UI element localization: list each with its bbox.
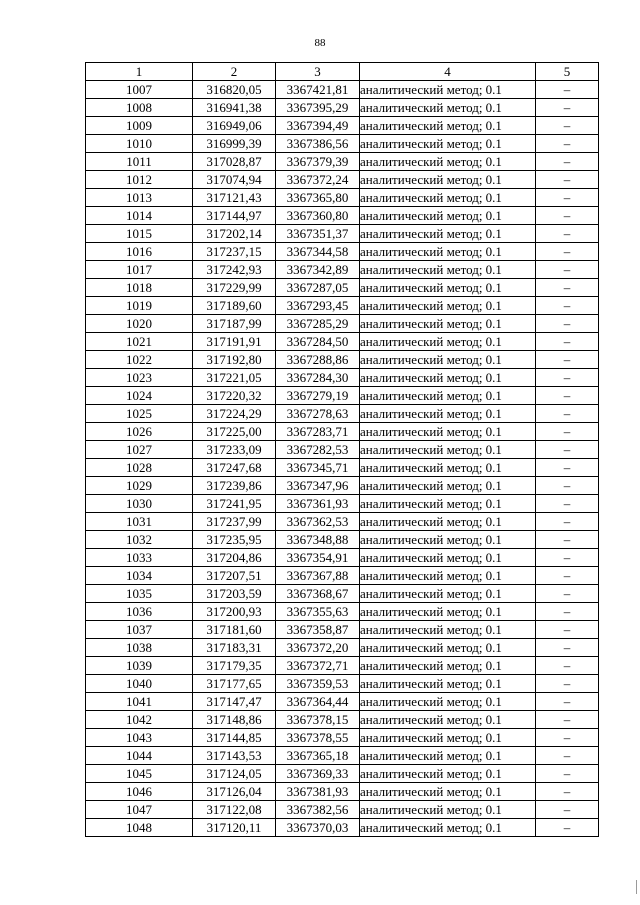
cell-error: –	[536, 81, 599, 99]
cell-point-number: 1008	[86, 99, 193, 117]
cell-error: –	[536, 567, 599, 585]
cell-x-coordinate: 317221,05	[193, 369, 276, 387]
cell-y-coordinate: 3367365,80	[276, 189, 360, 207]
cell-method: аналитический метод; 0.1	[360, 459, 536, 477]
cell-error: –	[536, 441, 599, 459]
cell-x-coordinate: 317147,47	[193, 693, 276, 711]
cell-x-coordinate: 317143,53	[193, 747, 276, 765]
table-row	[86, 423, 599, 441]
cell-x-coordinate: 317028,87	[193, 153, 276, 171]
cell-y-coordinate: 3367421,81	[276, 81, 360, 99]
cell-x-coordinate: 317191,91	[193, 333, 276, 351]
cell-y-coordinate: 3367287,05	[276, 279, 360, 297]
cell-x-coordinate: 317203,59	[193, 585, 276, 603]
table-row	[86, 261, 599, 279]
cell-method: аналитический метод; 0.1	[360, 135, 536, 153]
cell-method: аналитический метод; 0.1	[360, 693, 536, 711]
cell-error: –	[536, 171, 599, 189]
cell-x-coordinate: 317177,65	[193, 675, 276, 693]
cell-method: аналитический метод; 0.1	[360, 639, 536, 657]
cell-error: –	[536, 459, 599, 477]
cell-y-coordinate: 3367285,29	[276, 315, 360, 333]
cell-error: –	[536, 675, 599, 693]
cell-point-number: 1045	[86, 765, 193, 783]
cell-error: –	[536, 693, 599, 711]
table-row	[86, 747, 599, 765]
cell-error: –	[536, 387, 599, 405]
cell-point-number: 1036	[86, 603, 193, 621]
cell-x-coordinate: 317148,86	[193, 711, 276, 729]
cell-y-coordinate: 3367348,88	[276, 531, 360, 549]
cell-method: аналитический метод; 0.1	[360, 549, 536, 567]
cell-error: –	[536, 477, 599, 495]
cell-point-number: 1020	[86, 315, 193, 333]
table-row	[86, 585, 599, 603]
table-row	[86, 81, 599, 99]
cell-point-number: 1048	[86, 819, 193, 837]
cell-y-coordinate: 3367288,86	[276, 351, 360, 369]
cell-method: аналитический метод; 0.1	[360, 801, 536, 819]
cell-method: аналитический метод; 0.1	[360, 189, 536, 207]
cell-error: –	[536, 603, 599, 621]
table-row	[86, 459, 599, 477]
table-row	[86, 315, 599, 333]
header-row	[86, 63, 599, 81]
cell-y-coordinate: 3367359,53	[276, 675, 360, 693]
cell-method: аналитический метод; 0.1	[360, 369, 536, 387]
table-row	[86, 729, 599, 747]
cell-point-number: 1034	[86, 567, 193, 585]
cell-point-number: 1015	[86, 225, 193, 243]
cell-y-coordinate: 3367382,56	[276, 801, 360, 819]
table-row	[86, 225, 599, 243]
table-body	[86, 81, 599, 837]
cell-point-number: 1010	[86, 135, 193, 153]
cell-error: –	[536, 549, 599, 567]
table-row	[86, 207, 599, 225]
cell-error: –	[536, 495, 599, 513]
cell-method: аналитический метод; 0.1	[360, 711, 536, 729]
cell-point-number: 1014	[86, 207, 193, 225]
table-row	[86, 531, 599, 549]
cell-x-coordinate: 317144,97	[193, 207, 276, 225]
cell-y-coordinate: 3367283,71	[276, 423, 360, 441]
cell-point-number: 1043	[86, 729, 193, 747]
table-row	[86, 783, 599, 801]
table-row	[86, 189, 599, 207]
cell-method: аналитический метод; 0.1	[360, 117, 536, 135]
cell-y-coordinate: 3367372,20	[276, 639, 360, 657]
cell-method: аналитический метод; 0.1	[360, 297, 536, 315]
cell-point-number: 1009	[86, 117, 193, 135]
cell-method: аналитический метод; 0.1	[360, 585, 536, 603]
cell-x-coordinate: 317124,05	[193, 765, 276, 783]
cell-point-number: 1038	[86, 639, 193, 657]
cell-error: –	[536, 153, 599, 171]
cell-y-coordinate: 3367372,24	[276, 171, 360, 189]
table-row	[86, 333, 599, 351]
coordinates-table	[85, 62, 599, 837]
cell-error: –	[536, 711, 599, 729]
table-row	[86, 369, 599, 387]
table-header	[86, 63, 599, 81]
cell-y-coordinate: 3367284,50	[276, 333, 360, 351]
table-row	[86, 657, 599, 675]
cell-y-coordinate: 3367370,03	[276, 819, 360, 837]
page-number: 88	[314, 37, 326, 49]
cell-x-coordinate: 317235,95	[193, 531, 276, 549]
cell-point-number: 1037	[86, 621, 193, 639]
cell-method: аналитический метод; 0.1	[360, 99, 536, 117]
cell-error: –	[536, 423, 599, 441]
table-row	[86, 405, 599, 423]
cell-error: –	[536, 333, 599, 351]
cell-point-number: 1013	[86, 189, 193, 207]
cell-y-coordinate: 3367378,15	[276, 711, 360, 729]
page-edge-mark	[636, 880, 637, 894]
cell-method: аналитический метод; 0.1	[360, 531, 536, 549]
header-col-4: 4	[360, 63, 536, 81]
cell-method: аналитический метод; 0.1	[360, 279, 536, 297]
cell-point-number: 1024	[86, 387, 193, 405]
cell-error: –	[536, 783, 599, 801]
cell-method: аналитический метод; 0.1	[360, 387, 536, 405]
cell-error: –	[536, 765, 599, 783]
table-row	[86, 711, 599, 729]
cell-error: –	[536, 801, 599, 819]
cell-y-coordinate: 3367364,44	[276, 693, 360, 711]
cell-method: аналитический метод; 0.1	[360, 477, 536, 495]
cell-y-coordinate: 3367278,63	[276, 405, 360, 423]
cell-error: –	[536, 621, 599, 639]
cell-method: аналитический метод; 0.1	[360, 81, 536, 99]
cell-point-number: 1011	[86, 153, 193, 171]
cell-method: аналитический метод; 0.1	[360, 315, 536, 333]
cell-y-coordinate: 3367279,19	[276, 387, 360, 405]
cell-y-coordinate: 3367378,55	[276, 729, 360, 747]
cell-x-coordinate: 317187,99	[193, 315, 276, 333]
cell-error: –	[536, 531, 599, 549]
cell-point-number: 1019	[86, 297, 193, 315]
cell-x-coordinate: 317121,43	[193, 189, 276, 207]
cell-method: аналитический метод; 0.1	[360, 819, 536, 837]
cell-y-coordinate: 3367347,96	[276, 477, 360, 495]
table-row	[86, 765, 599, 783]
cell-y-coordinate: 3367361,93	[276, 495, 360, 513]
cell-y-coordinate: 3367394,49	[276, 117, 360, 135]
cell-y-coordinate: 3367372,71	[276, 657, 360, 675]
cell-error: –	[536, 369, 599, 387]
cell-method: аналитический метод; 0.1	[360, 351, 536, 369]
cell-x-coordinate: 317229,99	[193, 279, 276, 297]
cell-method: аналитический метод; 0.1	[360, 603, 536, 621]
cell-error: –	[536, 747, 599, 765]
cell-error: –	[536, 207, 599, 225]
table-row	[86, 513, 599, 531]
cell-method: аналитический метод; 0.1	[360, 567, 536, 585]
cell-point-number: 1030	[86, 495, 193, 513]
table-row	[86, 135, 599, 153]
cell-error: –	[536, 639, 599, 657]
cell-method: аналитический метод; 0.1	[360, 207, 536, 225]
table-row	[86, 387, 599, 405]
cell-error: –	[536, 351, 599, 369]
cell-method: аналитический метод; 0.1	[360, 675, 536, 693]
cell-y-coordinate: 3367354,91	[276, 549, 360, 567]
cell-error: –	[536, 279, 599, 297]
cell-error: –	[536, 189, 599, 207]
cell-error: –	[536, 243, 599, 261]
cell-x-coordinate: 317225,00	[193, 423, 276, 441]
table-row	[86, 279, 599, 297]
table-row	[86, 243, 599, 261]
cell-y-coordinate: 3367381,93	[276, 783, 360, 801]
cell-point-number: 1033	[86, 549, 193, 567]
cell-method: аналитический метод; 0.1	[360, 405, 536, 423]
header-col-5: 5	[536, 63, 599, 81]
cell-y-coordinate: 3367351,37	[276, 225, 360, 243]
cell-y-coordinate: 3367395,29	[276, 99, 360, 117]
table-row	[86, 621, 599, 639]
header-col-1: 1	[86, 63, 193, 81]
table-row	[86, 603, 599, 621]
cell-error: –	[536, 297, 599, 315]
cell-x-coordinate: 317200,93	[193, 603, 276, 621]
cell-error: –	[536, 99, 599, 117]
table-row	[86, 441, 599, 459]
cell-method: аналитический метод; 0.1	[360, 765, 536, 783]
cell-y-coordinate: 3367369,33	[276, 765, 360, 783]
cell-y-coordinate: 3367342,89	[276, 261, 360, 279]
cell-method: аналитический метод; 0.1	[360, 171, 536, 189]
cell-x-coordinate: 317074,94	[193, 171, 276, 189]
cell-error: –	[536, 225, 599, 243]
cell-x-coordinate: 316820,05	[193, 81, 276, 99]
cell-point-number: 1032	[86, 531, 193, 549]
cell-error: –	[536, 261, 599, 279]
cell-method: аналитический метод; 0.1	[360, 153, 536, 171]
cell-point-number: 1047	[86, 801, 193, 819]
cell-y-coordinate: 3367345,71	[276, 459, 360, 477]
cell-error: –	[536, 513, 599, 531]
cell-y-coordinate: 3367365,18	[276, 747, 360, 765]
cell-point-number: 1041	[86, 693, 193, 711]
cell-y-coordinate: 3367379,39	[276, 153, 360, 171]
cell-point-number: 1027	[86, 441, 193, 459]
cell-error: –	[536, 405, 599, 423]
table-row	[86, 351, 599, 369]
cell-x-coordinate: 317233,09	[193, 441, 276, 459]
cell-point-number: 1007	[86, 81, 193, 99]
cell-point-number: 1026	[86, 423, 193, 441]
cell-x-coordinate: 317192,80	[193, 351, 276, 369]
cell-method: аналитический метод; 0.1	[360, 495, 536, 513]
cell-method: аналитический метод; 0.1	[360, 513, 536, 531]
cell-point-number: 1044	[86, 747, 193, 765]
cell-y-coordinate: 3367344,58	[276, 243, 360, 261]
cell-method: аналитический метод; 0.1	[360, 747, 536, 765]
cell-error: –	[536, 135, 599, 153]
table-row	[86, 819, 599, 837]
cell-y-coordinate: 3367355,63	[276, 603, 360, 621]
cell-x-coordinate: 317241,95	[193, 495, 276, 513]
cell-y-coordinate: 3367282,53	[276, 441, 360, 459]
cell-point-number: 1031	[86, 513, 193, 531]
cell-error: –	[536, 657, 599, 675]
table-row	[86, 495, 599, 513]
cell-point-number: 1046	[86, 783, 193, 801]
table-row	[86, 171, 599, 189]
cell-x-coordinate: 317202,14	[193, 225, 276, 243]
table-row	[86, 153, 599, 171]
table-row	[86, 297, 599, 315]
cell-point-number: 1021	[86, 333, 193, 351]
cell-point-number: 1012	[86, 171, 193, 189]
cell-method: аналитический метод; 0.1	[360, 621, 536, 639]
cell-x-coordinate: 316949,06	[193, 117, 276, 135]
cell-point-number: 1040	[86, 675, 193, 693]
cell-x-coordinate: 317220,32	[193, 387, 276, 405]
table-row	[86, 567, 599, 585]
table-row	[86, 99, 599, 117]
cell-x-coordinate: 317126,04	[193, 783, 276, 801]
cell-error: –	[536, 585, 599, 603]
cell-method: аналитический метод; 0.1	[360, 729, 536, 747]
cell-error: –	[536, 729, 599, 747]
cell-x-coordinate: 317179,35	[193, 657, 276, 675]
cell-point-number: 1018	[86, 279, 193, 297]
cell-point-number: 1029	[86, 477, 193, 495]
cell-x-coordinate: 317247,68	[193, 459, 276, 477]
cell-error: –	[536, 819, 599, 837]
cell-method: аналитический метод; 0.1	[360, 441, 536, 459]
cell-point-number: 1022	[86, 351, 193, 369]
cell-x-coordinate: 317181,60	[193, 621, 276, 639]
cell-y-coordinate: 3367362,53	[276, 513, 360, 531]
cell-x-coordinate: 316941,38	[193, 99, 276, 117]
cell-x-coordinate: 317120,11	[193, 819, 276, 837]
cell-point-number: 1017	[86, 261, 193, 279]
cell-error: –	[536, 117, 599, 135]
cell-y-coordinate: 3367284,30	[276, 369, 360, 387]
cell-x-coordinate: 317224,29	[193, 405, 276, 423]
header-col-3: 3	[276, 63, 360, 81]
table-row	[86, 117, 599, 135]
cell-x-coordinate: 317183,31	[193, 639, 276, 657]
cell-y-coordinate: 3367386,56	[276, 135, 360, 153]
cell-error: –	[536, 315, 599, 333]
cell-method: аналитический метод; 0.1	[360, 261, 536, 279]
cell-y-coordinate: 3367367,88	[276, 567, 360, 585]
cell-x-coordinate: 317122,08	[193, 801, 276, 819]
cell-x-coordinate: 317144,85	[193, 729, 276, 747]
cell-method: аналитический метод; 0.1	[360, 783, 536, 801]
table-row	[86, 477, 599, 495]
cell-point-number: 1023	[86, 369, 193, 387]
cell-method: аналитический метод; 0.1	[360, 657, 536, 675]
table-row	[86, 549, 599, 567]
cell-point-number: 1016	[86, 243, 193, 261]
cell-point-number: 1039	[86, 657, 193, 675]
cell-point-number: 1028	[86, 459, 193, 477]
cell-x-coordinate: 317204,86	[193, 549, 276, 567]
cell-y-coordinate: 3367368,67	[276, 585, 360, 603]
cell-method: аналитический метод; 0.1	[360, 423, 536, 441]
cell-x-coordinate: 317237,15	[193, 243, 276, 261]
cell-x-coordinate: 317207,51	[193, 567, 276, 585]
cell-x-coordinate: 316999,39	[193, 135, 276, 153]
table-row	[86, 675, 599, 693]
cell-method: аналитический метод; 0.1	[360, 225, 536, 243]
cell-x-coordinate: 317237,99	[193, 513, 276, 531]
cell-x-coordinate: 317242,93	[193, 261, 276, 279]
cell-point-number: 1042	[86, 711, 193, 729]
table-row	[86, 801, 599, 819]
table-row	[86, 639, 599, 657]
cell-y-coordinate: 3367360,80	[276, 207, 360, 225]
cell-x-coordinate: 317189,60	[193, 297, 276, 315]
cell-y-coordinate: 3367293,45	[276, 297, 360, 315]
cell-method: аналитический метод; 0.1	[360, 333, 536, 351]
cell-point-number: 1025	[86, 405, 193, 423]
cell-x-coordinate: 317239,86	[193, 477, 276, 495]
cell-point-number: 1035	[86, 585, 193, 603]
header-col-2: 2	[193, 63, 276, 81]
cell-y-coordinate: 3367358,87	[276, 621, 360, 639]
cell-method: аналитический метод; 0.1	[360, 243, 536, 261]
table-row	[86, 693, 599, 711]
